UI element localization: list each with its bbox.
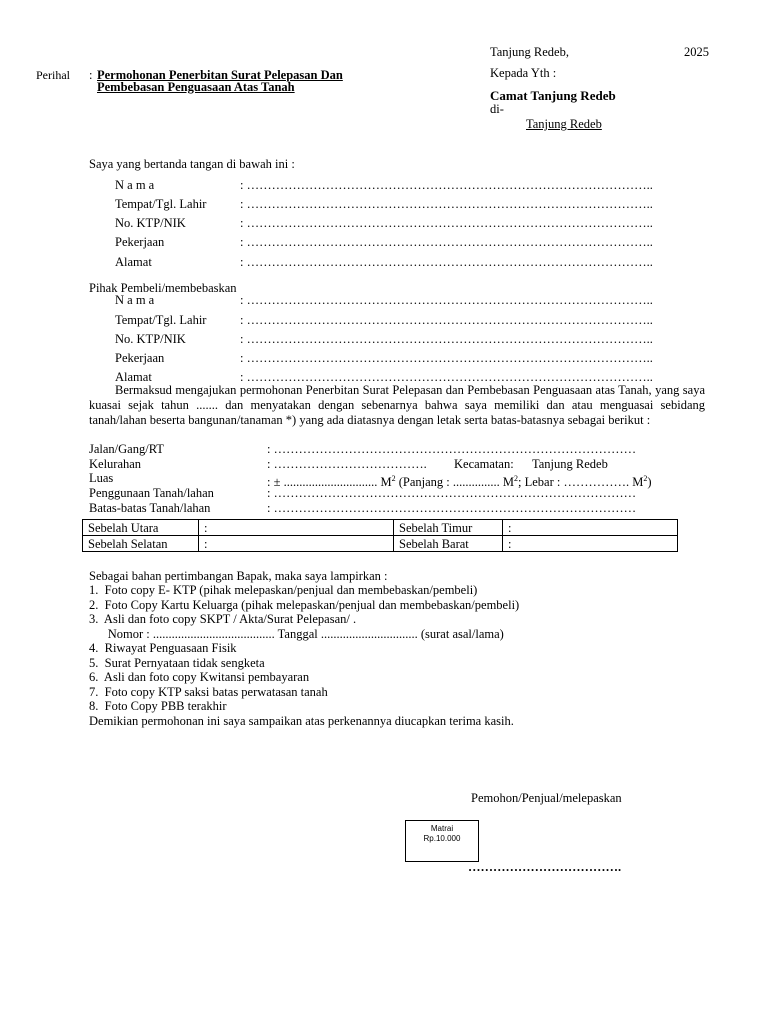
- perihal-line2: Pembebasan Penguasaan Atas Tanah: [97, 80, 295, 94]
- attachment-item: 7. Foto copy KTP saksi batas perwatasan tanah: [89, 685, 328, 699]
- stamp-amount: Rp.10.000: [423, 834, 461, 843]
- seller-birth-label: Tempat/Tgl. Lahir: [115, 197, 207, 211]
- signature-line[interactable]: ……………………………….: [468, 860, 622, 874]
- attachment-item: 8. Foto Copy PBB terakhir: [89, 699, 227, 713]
- seller-job-label: Pekerjaan: [115, 235, 165, 249]
- seller-name-label: N a m a: [115, 178, 155, 192]
- di-label: di-: [490, 102, 504, 116]
- south-label: Sebelah Selatan: [83, 536, 199, 552]
- statement-paragraph: Bermaksud mengajukan permohonan Penerbitan Surat Pelepasan dan Pembebasan Penguasaan atas Tanah, yang saya kuasai sejak tahun ....... dan menyatakan dengan sebenarnya bahwa saya memiliki dan atau menguasai sebidang tanah/lahan beserta bangunan/tanaman *) yang ada diatasnya dengan letak serta batas-batasnya sebagai berikut :: [89, 383, 705, 428]
- batas-field[interactable]: : ……………………………………………………………………………: [267, 501, 637, 515]
- year: 2025: [684, 45, 709, 59]
- seller-birth-field[interactable]: : ……………………………………………………………………………………..: [240, 197, 653, 211]
- east-label: Sebelah Timur: [394, 520, 503, 536]
- buyer-name-label: N a m a: [115, 293, 155, 307]
- penggunaan-field[interactable]: : ……………………………………………………………………………: [267, 486, 637, 500]
- jalan-field[interactable]: : ……………………………………………………………………………: [267, 442, 637, 456]
- west-label: Sebelah Barat: [394, 536, 503, 552]
- perihal-label: Perihal: [36, 68, 70, 82]
- kelurahan-label: Kelurahan: [89, 457, 142, 471]
- kelurahan-field[interactable]: : ……………………………….: [267, 457, 427, 471]
- buyer-job-field[interactable]: : ……………………………………………………………………………………..: [240, 351, 653, 365]
- attachments-intro: Sebagai bahan pertimbangan Bapak, maka saya lampirkan :: [89, 569, 388, 583]
- seller-nik-label: No. KTP/NIK: [115, 216, 186, 230]
- recipient-title: Camat Tanjung Redeb: [490, 88, 616, 103]
- seller-address-field[interactable]: : ……………………………………………………………………………………..: [240, 255, 653, 269]
- attachment-item: Nomor : ....................................... Tanggal ............................... (surat asal/lama): [89, 627, 504, 641]
- table-row: [83, 536, 678, 552]
- perihal-line1: Permohonan Penerbitan Surat Pelepasan Dan: [97, 68, 343, 82]
- attachment-item: 5. Surat Pernyataan tidak sengketa: [89, 656, 265, 670]
- attachment-item: 3. Asli dan foto copy SKPT / Akta/Surat Pelepasan/ .: [89, 612, 357, 626]
- seller-nik-field[interactable]: : ……………………………………………………………………………………..: [240, 216, 653, 230]
- south-field[interactable]: :: [199, 536, 394, 552]
- seller-address-label: Alamat: [115, 255, 152, 269]
- table-row: [83, 520, 678, 536]
- buyer-job-label: Pekerjaan: [115, 351, 165, 365]
- east-field[interactable]: :: [503, 520, 678, 536]
- north-field[interactable]: :: [199, 520, 394, 536]
- boundaries-table: [82, 519, 678, 552]
- kecamatan-value: Tanjung Redeb: [532, 457, 608, 471]
- attachment-item: 2. Foto Copy Kartu Keluarga (pihak melepaskan/penjual dan membebaskan/pembeli): [89, 598, 520, 612]
- seller-job-field[interactable]: : ……………………………………………………………………………………..: [240, 235, 653, 249]
- seller-name-field[interactable]: : ……………………………………………………………………………………..: [240, 178, 653, 192]
- attachment-item: 1. Foto copy E- KTP (pihak melepaskan/penjual dan membebaskan/pembeli): [89, 583, 478, 597]
- buyer-address-label: Alamat: [115, 370, 152, 384]
- batas-label: Batas-batas Tanah/lahan: [89, 501, 211, 515]
- buyer-birth-field[interactable]: : ……………………………………………………………………………………..: [240, 313, 653, 327]
- signature-role: Pemohon/Penjual/melepaskan: [471, 791, 622, 805]
- jalan-label: Jalan/Gang/RT: [89, 442, 164, 456]
- stamp-label: Matrai: [430, 824, 454, 833]
- buyer-nik-label: No. KTP/NIK: [115, 332, 186, 346]
- attachment-item: 6. Asli dan foto copy Kwitansi pembayaran: [89, 670, 310, 684]
- luas-label: Luas: [89, 471, 114, 485]
- penggunaan-label: Penggunaan Tanah/lahan: [89, 486, 214, 500]
- perihal-colon: :: [89, 68, 93, 82]
- buyer-heading: Pihak Pembeli/membebaskan: [89, 281, 237, 295]
- kepada-label: Kepada Yth :: [490, 66, 557, 80]
- buyer-birth-label: Tempat/Tgl. Lahir: [115, 313, 207, 327]
- recipient-place: Tanjung Redeb: [526, 117, 602, 131]
- north-label: Sebelah Utara: [83, 520, 199, 536]
- buyer-address-field[interactable]: : ……………………………………………………………………………………..: [240, 370, 653, 384]
- stamp-box: [405, 820, 479, 862]
- buyer-nik-field[interactable]: : ……………………………………………………………………………………..: [240, 332, 653, 346]
- attachment-item: 4. Riwayat Penguasaan Fisik: [89, 641, 237, 655]
- luas-field[interactable]: : ± .............................. $M^2$ (Panjang : ............... $M^2$; Lebar : ……………. $M^2$): [267, 474, 652, 490]
- place-date: Tanjung Redeb,: [490, 45, 569, 59]
- buyer-name-field[interactable]: : ……………………………………………………………………………………..: [240, 293, 653, 307]
- kecamatan-label: Kecamatan:: [454, 457, 514, 471]
- west-field[interactable]: :: [503, 536, 678, 552]
- intro-text: Saya yang bertanda tangan di bawah ini :: [89, 157, 295, 171]
- closing-text: Demikian permohonan ini saya sampaikan atas perkenannya diucapkan terima kasih.: [89, 714, 514, 728]
